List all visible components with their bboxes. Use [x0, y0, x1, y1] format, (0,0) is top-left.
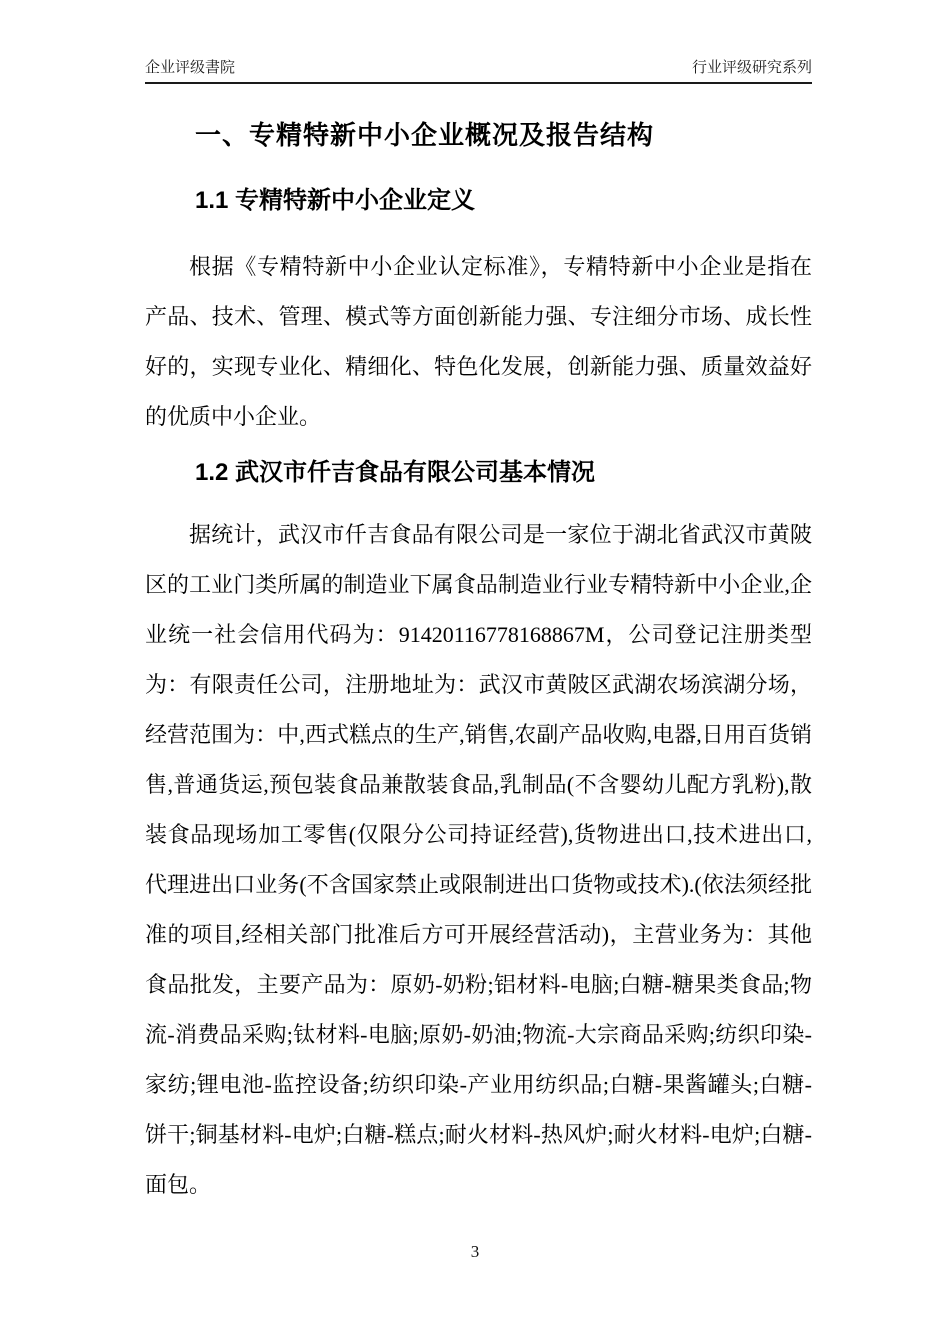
subsection-1-2-paragraph: 据统计，武汉市仟吉食品有限公司是一家位于湖北省武汉市黄陂区的工业门类所属的制造业下属食品制造业行业专精特新中小企业,企业统一社会信用代码为：91420116778168867M，公司登记注册类型为：有限责任公司，注册地址为：武汉市黄陂区武湖农场滨湖分场，经营范围为：中,西式糕点的生产,销售,农副产品收购,电器,日用百货销售,普通货运,预包装食品兼散装食品,乳制品(不含婴幼儿配方乳粉),散装食品现场加工零售(仅限分公司持证经营),货物进出口,技术进出口,代理进出口业务(不含国家禁止或限制进出口货物或技术).(依法须经批准的项目,经相关部门批准后方可开展经营活动)，主营业务为：其他食品批发，主要产品为：原奶-奶粉;铝材料-电脑;白糖-糖果类食品;物流-消费品采购;钛材料-电脑;原奶-奶油;物流-大宗商品采购;纺织印染-家纺;锂电池-监控设备;纺织印染-产业用纺织品;白糖-果酱罐头;白糖-饼干;铜基材料-电炉;白糖-糕点;耐火材料-热风炉;耐火材料-电炉;白糖-面包。 [145, 522, 812, 1197]
subsection-1-2-heading: 1.2 武汉市仟吉食品有限公司基本情况 [195, 459, 596, 486]
subsection-1-1-paragraph: 根据《专精特新中小企业认定标准》，专精特新中小企业是指在产品、技术、管理、模式等方面创新能力强、专注细分市场、成长性好的，实现专业化、精细化、特色化发展，创新能力强、质量效益好的优质中小企业。 [145, 254, 812, 429]
section-1-heading: 一、专精特新中小企业概况及报告结构 [195, 120, 655, 150]
header-right-text: 行业评级研究系列 [691, 59, 812, 76]
page-number: 3 [470, 1242, 480, 1261]
document-body [145, 90, 812, 1210]
header-left-text: 企业评级書院 [145, 59, 236, 76]
subsection-1-1-heading: 1.1 专精特新中小企业定义 [195, 187, 476, 214]
page-footer [0, 1242, 950, 1262]
page-header [145, 56, 812, 84]
